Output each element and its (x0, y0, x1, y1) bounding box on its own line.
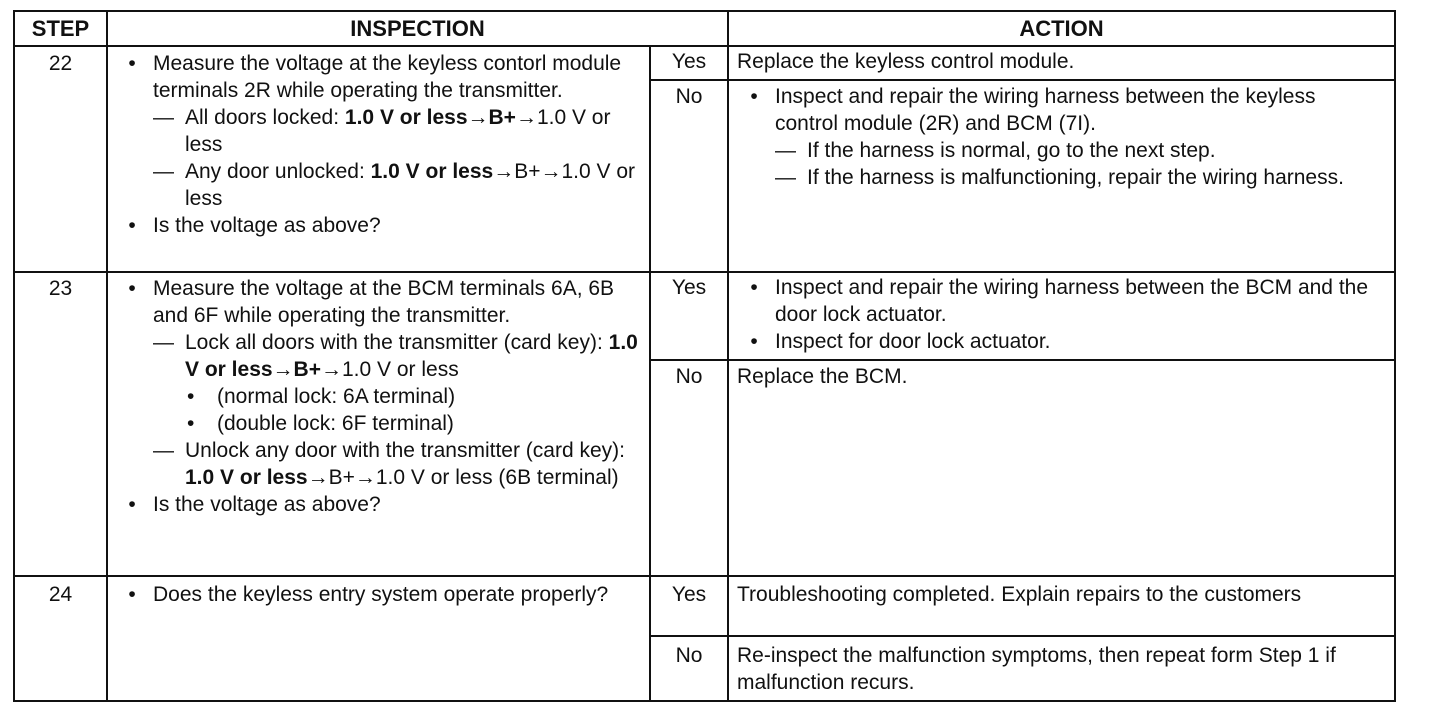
row-divider (649, 359, 1394, 361)
header-step: STEP (31, 16, 90, 41)
no-label: No (675, 644, 703, 667)
inspection-cell (121, 581, 639, 608)
no-action: Re-inspect the malfunction symptoms, then repeat form Step 1 if malfunction recurs. (737, 644, 1336, 694)
row-divider (15, 271, 1394, 273)
column-divider (106, 12, 108, 700)
bullet-icon: • (128, 583, 136, 606)
bullet-icon: • (187, 412, 195, 435)
bullet-icon: • (187, 385, 195, 408)
dash-icon: — (153, 331, 174, 354)
bullet-icon: • (750, 85, 758, 108)
dash-icon: — (775, 166, 796, 189)
bullet-icon: • (128, 277, 136, 300)
troubleshooting-table (13, 10, 1396, 702)
inspection-item: • Measure the voltage at the BCM terminals 6A, 6B and 6F while operating the transmitter. (121, 275, 639, 329)
inspection-question: • Does the keyless entry system operate properly? (121, 581, 639, 608)
action-item: • Inspect and repair the wiring harness between the keyless control module (2R) and BCM (7I). (743, 83, 1383, 137)
no-action: Replace the BCM. (737, 365, 908, 388)
bullet-icon: • (128, 52, 136, 75)
action-item: • Inspect for door lock actuator. (743, 328, 1388, 355)
no-action (743, 83, 1383, 191)
inspection-subsubitem: • (double lock: 6F terminal) (187, 412, 454, 435)
dash-icon: — (153, 439, 174, 462)
dash-icon: — (153, 160, 174, 183)
no-label: No (675, 85, 703, 108)
yes-action: Troubleshooting completed. Explain repairs to the customers (737, 583, 1302, 606)
row-divider (649, 635, 1394, 637)
bullet-icon: • (750, 276, 758, 299)
step-number: 23 (48, 277, 73, 300)
yes-label: Yes (671, 276, 707, 299)
inspection-subitem: — All doors locked: 1.0 V or less→B+→1.0 V or less (153, 106, 611, 156)
inspection-subitem: — Any door unlocked: 1.0 V or less→B+→1.0 V or less (153, 160, 636, 210)
column-divider (727, 12, 729, 700)
row-divider (649, 79, 1394, 81)
action-item: • Inspect and repair the wiring harness between the BCM and the door lock actuator. (743, 274, 1388, 328)
step-number: 24 (48, 583, 73, 606)
inspection-item: • Measure the voltage at the keyless contorl module terminals 2R while operating the transmitter. (121, 50, 639, 104)
no-label: No (675, 365, 703, 388)
dash-icon: — (775, 139, 796, 162)
inspection-question: • Is the voltage as above? (121, 491, 639, 518)
inspection-subitem: — Unlock any door with the transmitter (card key): 1.0 V or less→B+→1.0 V or less (6B terminal) (153, 439, 625, 489)
yes-label: Yes (671, 583, 707, 606)
header-inspection: INSPECTION (350, 16, 485, 41)
yes-action (743, 274, 1388, 355)
inspection-subsubitem: • (normal lock: 6A terminal) (187, 385, 456, 408)
action-subitem: — If the harness is malfunctioning, repair the wiring harness. (775, 166, 1344, 189)
inspection-cell (121, 50, 639, 239)
bullet-icon: • (128, 214, 136, 237)
step-number: 22 (48, 52, 73, 75)
yes-action: Replace the keyless control module. (737, 50, 1075, 73)
row-divider (15, 575, 1394, 577)
bullet-icon: • (128, 493, 136, 516)
action-subitem: — If the harness is normal, go to the next step. (775, 139, 1216, 162)
bullet-icon: • (750, 330, 758, 353)
header-action: ACTION (1019, 16, 1104, 41)
dash-icon: — (153, 106, 174, 129)
inspection-question: • Is the voltage as above? (121, 212, 639, 239)
inspection-subitem: — Lock all doors with the transmitter (card key): 1.0 V or less→B+→1.0 V or less (153, 331, 638, 381)
inspection-cell (121, 275, 639, 518)
yes-label: Yes (671, 50, 707, 73)
